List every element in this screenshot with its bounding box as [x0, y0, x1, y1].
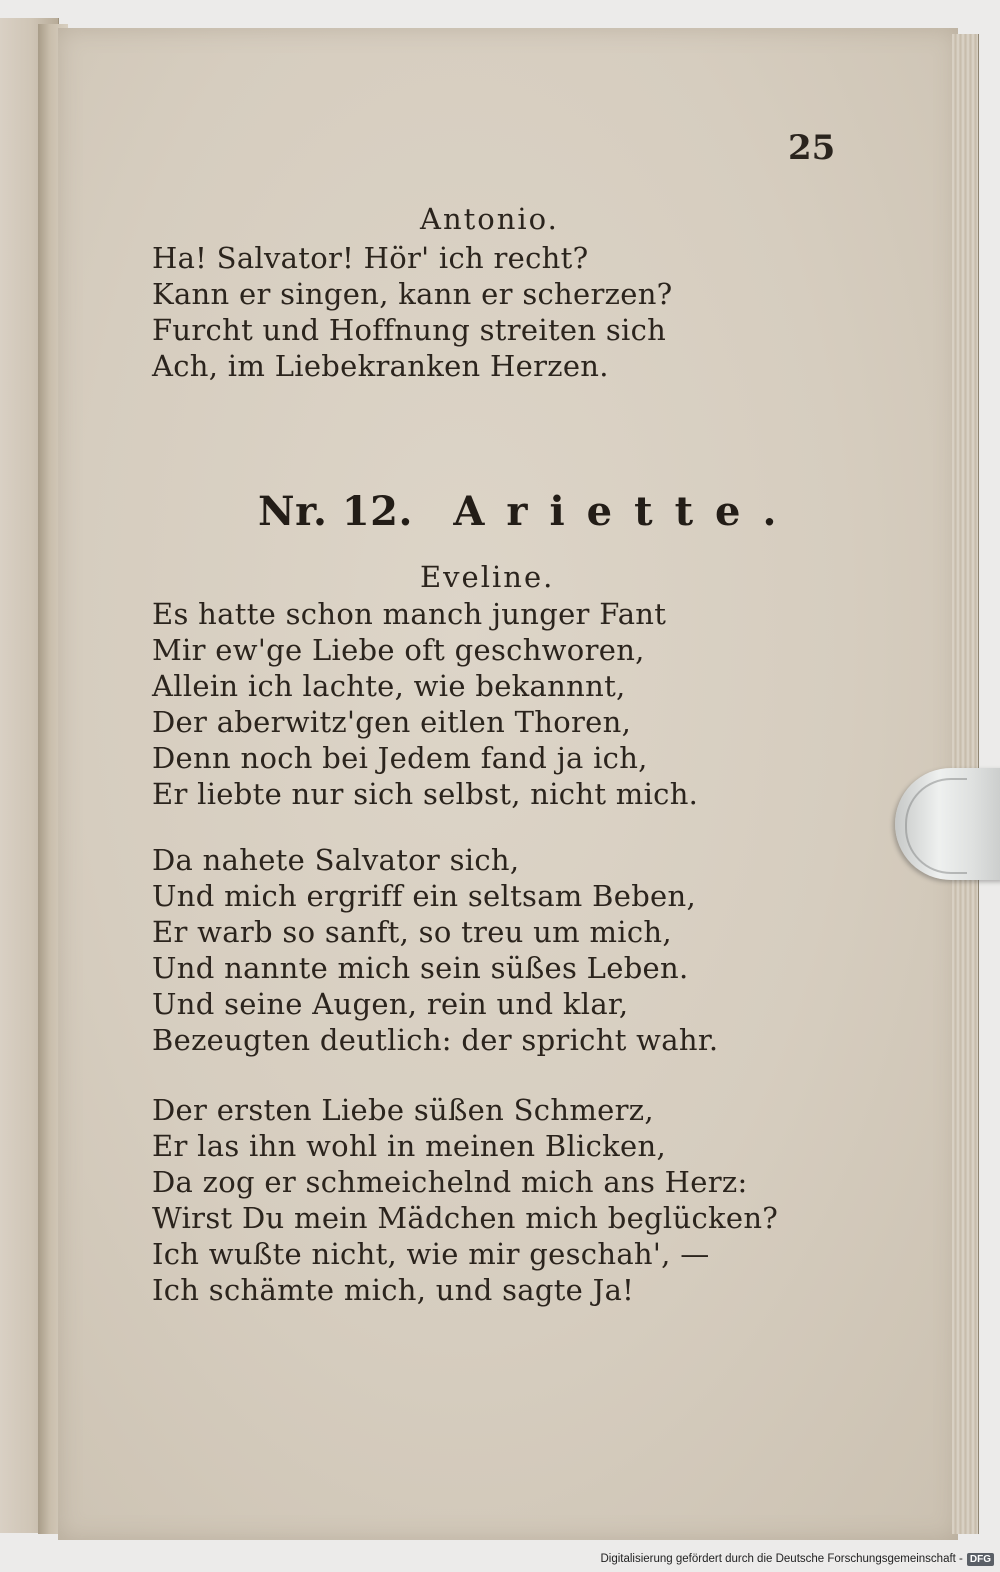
number-title: Ariette.: [453, 488, 799, 535]
antonio-verse: [152, 240, 673, 384]
digitization-credit: [600, 1549, 994, 1569]
dfg-logo-icon: DFG: [967, 1553, 994, 1566]
verse-line: Ha! Salvator! Hör' ich recht?: [152, 241, 589, 275]
page-number: 25: [788, 128, 836, 168]
verse-line: Bezeugten deutlich: der spricht wahr.: [152, 1023, 719, 1057]
verse-line: Er liebte nur sich selbst, nicht mich.: [152, 777, 699, 811]
verse-line: Und nannte mich sein süßes Leben.: [152, 951, 689, 985]
speaker-antonio: Antonio.: [420, 202, 559, 236]
eveline-stanza-3: [152, 1092, 778, 1308]
verse-line: Er warb so sanft, so treu um mich,: [152, 915, 672, 949]
eveline-stanza-2: [152, 842, 718, 1058]
verse-line: Wirst Du mein Mädchen mich beglücken?: [152, 1201, 779, 1235]
eveline-stanza-1: [152, 596, 698, 812]
number-heading: [258, 488, 798, 535]
verse-line: Da zog er schmeichelnd mich ans Herz:: [152, 1165, 748, 1199]
verse-line: Und seine Augen, rein und klar,: [152, 987, 629, 1021]
verse-line: Ach, im Liebekranken Herzen.: [152, 349, 609, 383]
verse-line: Ich schämte mich, und sagte Ja!: [152, 1273, 635, 1307]
credit-text: Digitalisierung gefördert durch die Deutsche Forschungsgemeinschaft -: [600, 1553, 963, 1565]
speaker-eveline: Eveline.: [420, 560, 555, 594]
verse-line: Ich wußte nicht, wie mir geschah', —: [152, 1237, 710, 1271]
verse-line: Mir ew'ge Liebe oft geschworen,: [152, 633, 645, 667]
verse-line: Furcht und Hoffnung streiten sich: [152, 313, 667, 347]
verse-line: Und mich ergriff ein seltsam Beben,: [152, 879, 697, 913]
verse-line: Allein ich lachte, wie bekannnt,: [152, 669, 626, 703]
number-label: Nr. 12.: [258, 488, 413, 535]
verse-line: Der ersten Liebe süßen Schmerz,: [152, 1093, 654, 1127]
verse-line: Kann er singen, kann er scherzen?: [152, 277, 673, 311]
verse-line: Er las ihn wohl in meinen Blicken,: [152, 1129, 666, 1163]
verse-line: Es hatte schon manch junger Fant: [152, 597, 667, 631]
verse-line: Da nahete Salvator sich,: [152, 843, 520, 877]
verse-line: Denn noch bei Jedem fand ja ich,: [152, 741, 648, 775]
verse-line: Der aberwitz'gen eitlen Thoren,: [152, 705, 632, 739]
